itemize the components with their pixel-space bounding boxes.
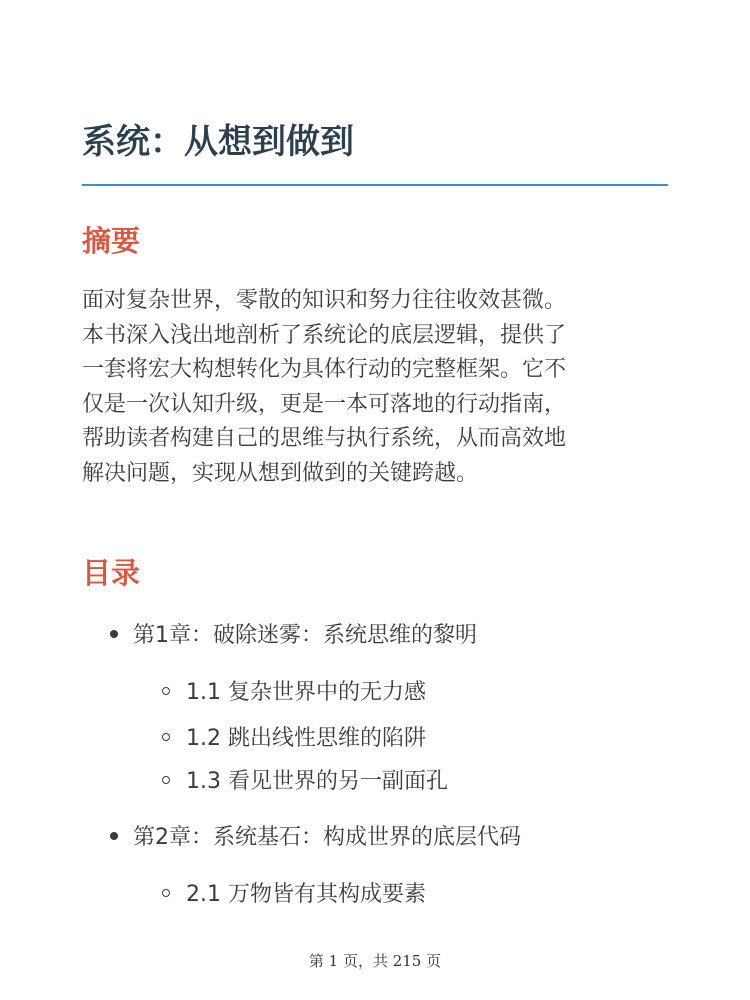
bullet-circle-icon <box>162 733 170 741</box>
toc-chapter-1 <box>110 621 477 651</box>
page-number-footer: 第 1 页，共 215 页 <box>308 952 442 970</box>
bullet-circle-icon <box>162 687 170 695</box>
toc-section-label: 1.1 复杂世界中的无力感 <box>186 680 426 705</box>
abstract-line: 本书深入浅出地剖析了系统论的底层逻辑，提供了 <box>82 322 567 348</box>
bullet-disc-icon <box>110 832 118 840</box>
bullet-circle-icon <box>162 776 170 784</box>
abstract-line: 面对复杂世界，零散的知识和努力往往收效甚微。 <box>82 288 567 313</box>
bullet-circle-icon <box>162 889 170 897</box>
toc-section-label: 1.2 跳出线性思维的陷阱 <box>186 726 426 751</box>
toc-section-1-1 <box>162 678 426 708</box>
document-title: 系统：从想到做到 <box>82 122 354 162</box>
toc-section-1-3 <box>162 767 448 797</box>
abstract-line: 解决问题，实现从想到做到的关键跨越。 <box>82 460 479 486</box>
title-divider <box>82 184 668 186</box>
toc-chapter-label: 第2章：系统基石：构成世界的底层代码 <box>133 825 521 850</box>
toc-section-label: 1.3 看见世界的另一副面孔 <box>186 769 448 794</box>
abstract-line: 帮助读者构建自己的思维与执行系统，从而高效地 <box>82 426 567 451</box>
toc-section-2-1 <box>162 880 426 910</box>
toc-chapter-label: 第1章：破除迷雾：系统思维的黎明 <box>133 623 477 648</box>
abstract-line: 一套将宏大构想转化为具体行动的完整框架。它不 <box>82 357 567 382</box>
toc-section-label: 2.1 万物皆有其构成要素 <box>186 882 426 907</box>
abstract-line: 仅是一次认知升级，更是一本可落地的行动指南， <box>82 391 567 417</box>
abstract-paragraph <box>82 284 682 491</box>
toc-heading: 目录 <box>82 556 141 590</box>
toc-section-1-2 <box>162 724 426 754</box>
toc-chapter-2 <box>110 823 521 853</box>
bullet-disc-icon <box>110 630 118 638</box>
abstract-heading: 摘要 <box>82 224 141 258</box>
